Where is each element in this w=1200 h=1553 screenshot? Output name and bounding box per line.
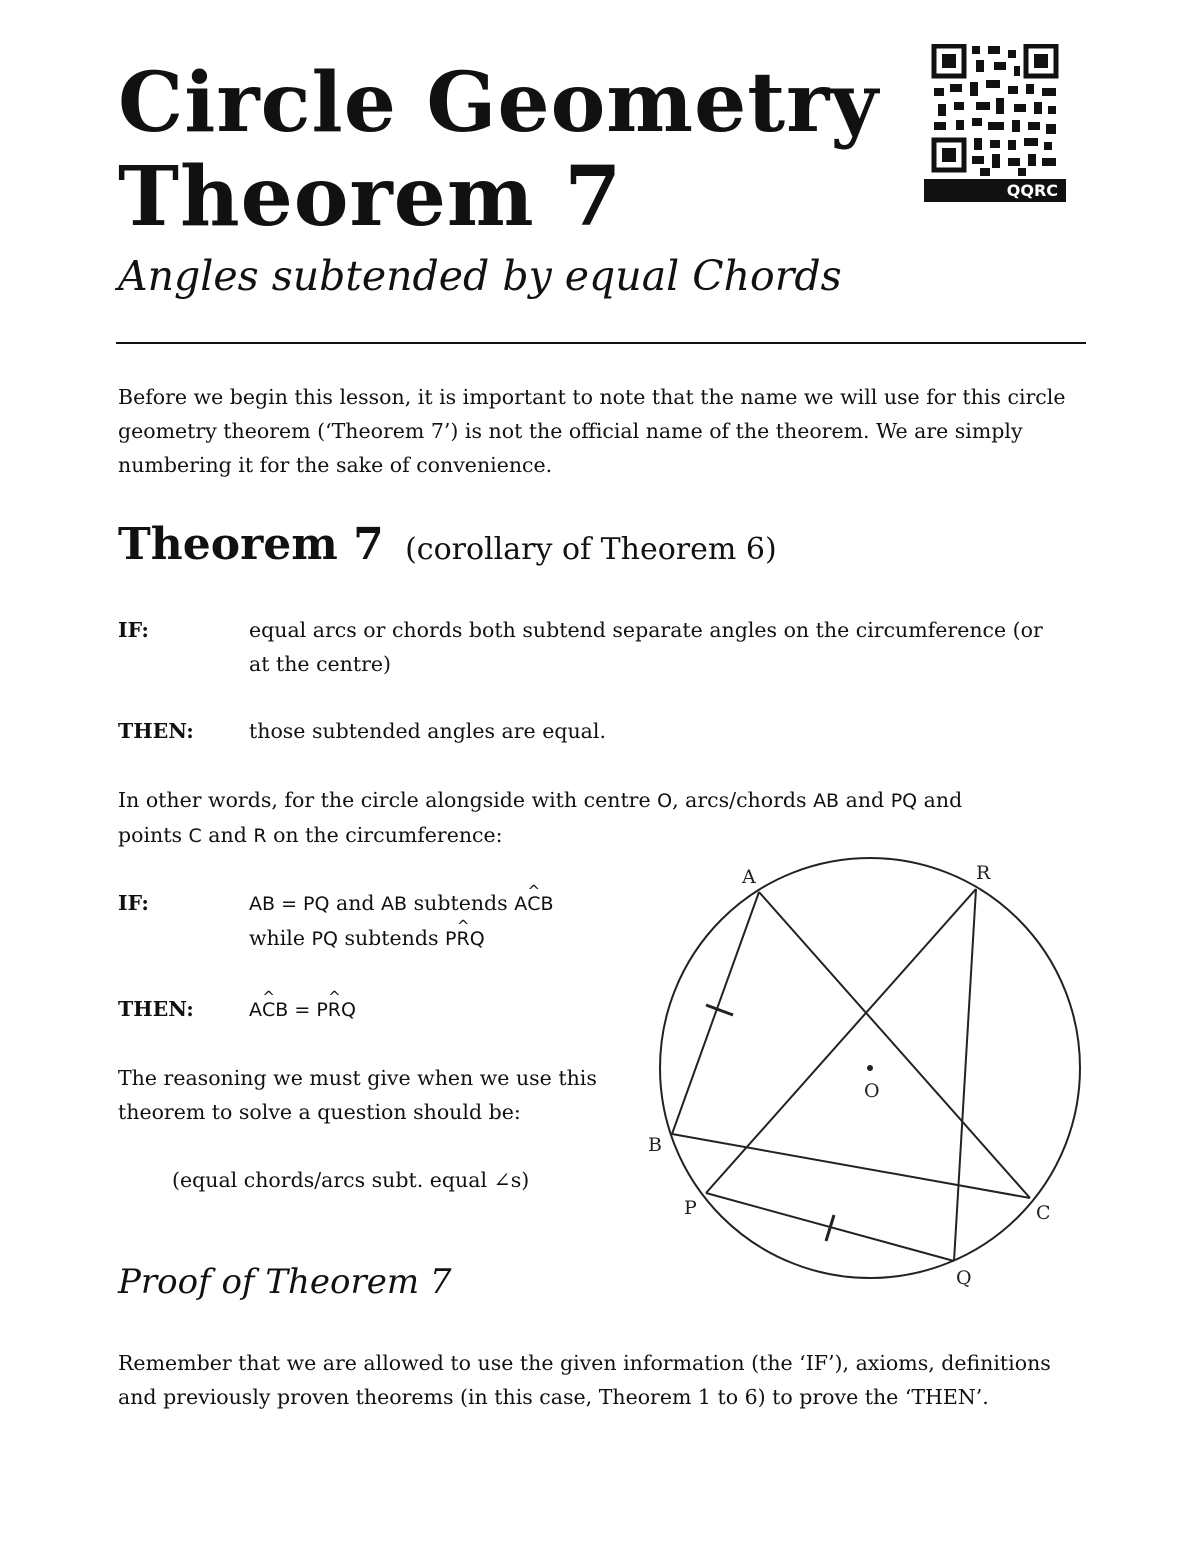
ow-text-6: and: [201, 823, 254, 847]
reasoning-statement: (equal chords/arcs subt. equal ∠s): [172, 1168, 530, 1192]
qr-code-icon: [924, 44, 1066, 178]
ow-chord-pq: PQ: [890, 790, 918, 812]
ow-text-5: points: [118, 823, 189, 847]
then-label: THEN:: [118, 719, 194, 743]
ow-point-r: R: [253, 825, 267, 847]
ow-text-1: In other words, for the circle alongside with centre: [118, 788, 658, 812]
qr-label: QQRC: [924, 179, 1066, 202]
proof-paragraph: Remember that we are allowed to use the given information (the ‘IF’), axioms, definitions and previously proven theorems (in this case, Theorem 1 to 6) to prove the ‘THEN’.: [118, 1351, 1051, 1409]
title-divider: [116, 342, 1086, 344]
angle-prq: [445, 928, 485, 950]
chord-bc: [672, 1134, 1030, 1198]
if-label: IF:: [118, 618, 149, 642]
theorem-heading-main: Theorem 7: [118, 519, 384, 570]
qr-code[interactable]: [924, 44, 1066, 182]
specific-subtends-2: subtends: [337, 926, 446, 950]
chord-rp: [706, 889, 976, 1193]
angle-acb-vertex: ^ C: [527, 887, 540, 921]
then-prq-q: Q: [341, 999, 356, 1021]
ow-chord-ab: AB: [813, 790, 840, 812]
tick-mark-ab: [706, 1005, 733, 1015]
label-r: R: [976, 862, 991, 884]
then-text: those subtended angles are equal.: [249, 719, 606, 743]
ow-point-c: C: [188, 825, 202, 847]
then-angle-acb: [249, 999, 288, 1021]
label-c: C: [1036, 1202, 1051, 1224]
then-angle-prq: [316, 999, 356, 1021]
angle-acb: [514, 893, 553, 915]
circle-diagram: [620, 840, 1100, 1310]
then-acb-b: B: [275, 999, 289, 1021]
chord-rq: [954, 889, 976, 1261]
specific-subtends-1: subtends: [407, 891, 515, 915]
reasoning-paragraph: The reasoning we must give when we use this theorem to solve a question should be:: [118, 1066, 597, 1124]
equation-ab-pq: AB = PQ: [249, 893, 330, 915]
then-equals: =: [288, 999, 317, 1021]
specific-then-text: [249, 992, 629, 1027]
chord-ac: [759, 892, 1030, 1198]
specific-if-label: IF:: [118, 891, 149, 915]
angle-prq-vertex: ^ R: [457, 922, 470, 956]
specific-and: and: [329, 891, 382, 915]
title-line-2: Theorem 7: [118, 149, 623, 245]
then-acb-a: A: [249, 999, 262, 1021]
specific-if-text: [249, 886, 629, 956]
label-a: A: [742, 866, 756, 888]
centre-point: [867, 1065, 873, 1071]
chord-ab: [672, 892, 759, 1134]
label-p: P: [684, 1197, 697, 1219]
specific-then-label: THEN:: [118, 997, 194, 1021]
title-line-1: Circle Geometry: [118, 55, 879, 151]
if-text: equal arcs or chords both subtend separate angles on the circumference (or at the centre): [249, 618, 1043, 676]
angle-prq-p: P: [445, 928, 457, 950]
intro-paragraph: Before we begin this lesson, it is important to note that the name we will use for this circle geometry theorem (‘Theorem 7’) is not the official name of the theorem. We are simply numbering it for the sake of convenience.: [118, 385, 1066, 477]
specific-while: while: [249, 926, 312, 950]
label-o: O: [864, 1080, 880, 1102]
then-acb-vertex: ^ C: [262, 993, 275, 1027]
label-b: B: [648, 1134, 662, 1156]
ow-centre-o: O: [657, 790, 673, 812]
ow-text-2: , arcs/chords: [672, 788, 814, 812]
angle-prq-q: Q: [469, 928, 485, 950]
then-prq-p: P: [316, 999, 328, 1021]
then-prq-vertex: ^ R: [328, 993, 341, 1027]
label-q: Q: [956, 1267, 972, 1289]
specific-ab: AB: [381, 893, 408, 915]
angle-acb-b: B: [540, 893, 554, 915]
ow-text-4: and: [917, 788, 963, 812]
specific-pq: PQ: [311, 928, 338, 950]
proof-heading: Proof of Theorem 7: [118, 1262, 452, 1302]
ow-text-3: and: [839, 788, 891, 812]
ow-text-7: on the circumference:: [266, 823, 503, 847]
angle-acb-a: A: [514, 893, 528, 915]
subtitle: Angles subtended by equal Chords: [118, 252, 842, 300]
theorem-heading-note: (corollary of Theorem 6): [405, 532, 777, 567]
theorem-heading: [118, 519, 777, 570]
